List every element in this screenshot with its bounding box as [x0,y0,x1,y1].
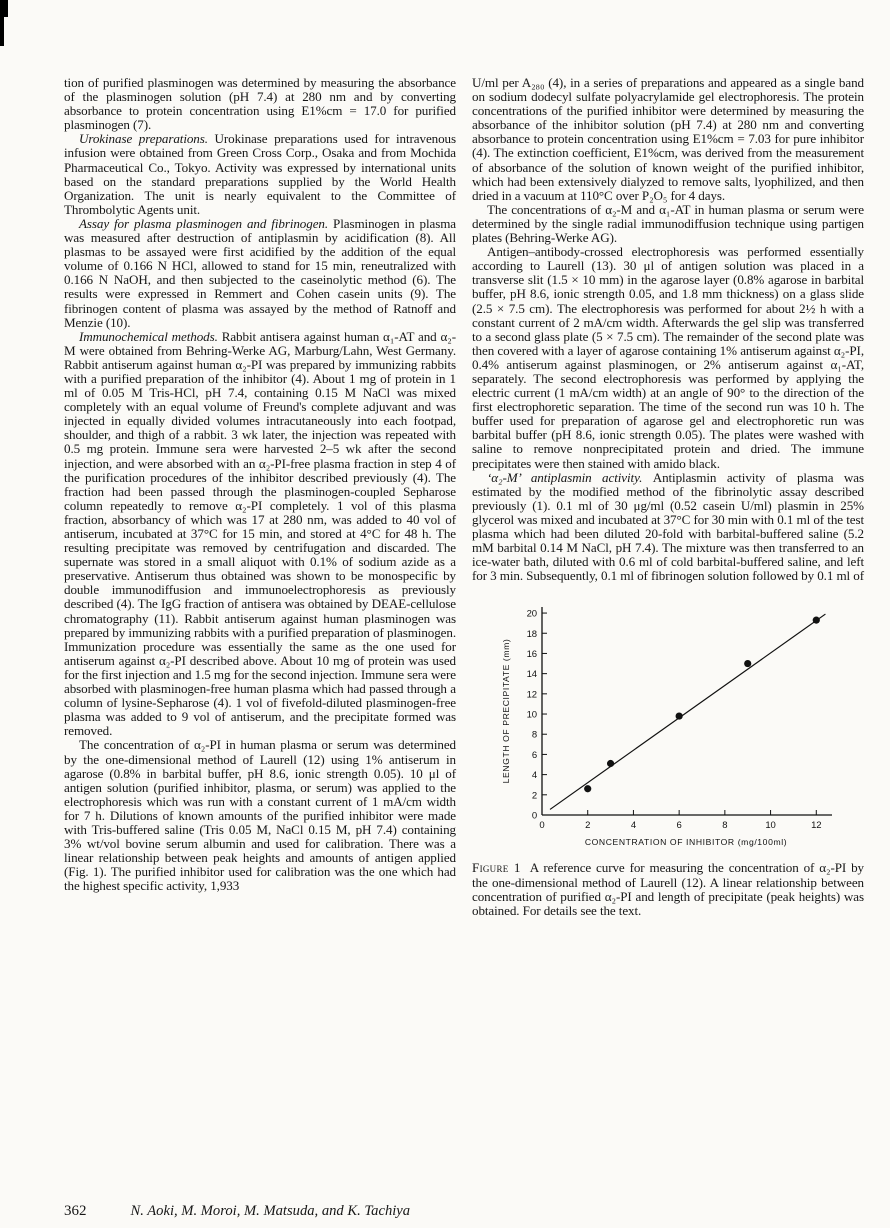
svg-text:4: 4 [630,820,637,832]
svg-text:0: 0 [539,820,545,832]
paragraph [64,132,456,217]
paragraph-text: Antiplasmin activity of plasma was estimated by the modified method of the fibrinolytic assay described previously (1). 0.1 ml of 30 μg/ml (0.52 casein U/ml) plasmin in 25% glycerol was mixed and incubated at 37°C for 30 min with 0.1 ml of the test plasma which had been diluted 20-fold with barbital-buffered saline (5.2 mM barbital 0.14 M NaCl, pH 7.4). The mixture was then transferred to an ice-water bath, diluted with 0.6 ml of cold barbital-buffered saline, and left for 3 min. Subsequently, 0.1 ml of fibrinogen solution followed by 0.1 ml of [472,469,864,584]
paragraph-text: The concentration of α₂-PI in human plasma or serum was determined by the one-dimensional method of Laurell (12) using 1% antiserum in agarose (0.8% in barbital buffer, pH 8.6, ionic strength 0.05). 10 μl of antigen solution (purified inhibitor, plasma, or serum) was applied to the electrophoresis which was run with a constant current of 1 mA/cm width for 7 h. Dilutions of known amounts of the purified inhibitor were made with Tris-buffered saline (Tris 0.05 M, NaCl 0.15 M, pH 7.4) containing 3% wt/vol bovine serum albumin and used for calibration. There was a linear relationship between peak heights and amounts of antigen applied (Fig. 1). The purified inhibitor used for calibration was the one which had the highest specific activity, 1,933 [64,737,456,894]
svg-text:16: 16 [526,649,537,661]
paragraph-text: tion of purified plasminogen was determined by measuring the absorbance of the plasminogen solution (pH 7.4) at 280 nm and by converting absorbance to protein concentration using E1%cm = 17.0 for purified plasminogen (7). [64,75,456,133]
svg-text:18: 18 [526,629,537,641]
svg-text:4: 4 [531,770,537,782]
paragraph-lead: Assay for plasma plasminogen and fibrinogen. [79,215,334,231]
svg-text:10: 10 [526,709,537,721]
page-footer [64,1203,864,1220]
figure-1-caption [472,861,864,918]
paragraph [472,245,864,471]
paragraph-text: Urokinase preparations used for intravenous infusion were obtained from Green Cross Corp., Osaka and from Mochida Pharmaceutical Co., Tokyo. Activity was expressed by international units based on the standard preparations supplied by the World Health Organization. The unit is nearly equivalent to the Committee of Thrombolytic Agents unit. [64,131,456,217]
paragraph [472,76,864,203]
paragraph-text: U/ml per A₂₈₀ (4), in a series of preparations and appeared as a single band on sodium dodecyl sulfate polyacrylamide gel electrophoresis. The protein concentrations of the purified inhibitor were determined by measuring the absorbance of the inhibitor solution (pH 7.4) at 280 nm and converting absorbance to protein concentration using E1%cm = 7.03 for pure inhibitor (4). The extinction coefficient, E1%cm, was derived from the measurement of absorbance of the solution of known weight of the purified inhibitor, which had been extensively dialyzed to remove salts, lyophilized, and then dried in a vacuum at 110°C over P₂O₅ for 4 days. [472,75,864,203]
paragraph-lead: Urokinase preparations. [79,131,215,147]
svg-text:2: 2 [585,820,591,832]
svg-text:8: 8 [531,730,537,742]
page-number: 362 [64,1203,87,1219]
paragraph-text: Antigen–antibody-crossed electrophoresis was performed essentially according to Laurell (13). 30 μl of antigen solution was placed in a transverse slit (1.5 × 10 mm) in the agarose layer (0.8% agarose in barbital buffer, pH 8.6, ionic strength 0.05, and 1.8 mm thickness) on a glass slide (2.5 × 7.5 cm). The electrophoresis was performed for about 2½ h with a constant current of 2 mA/cm width. Afterwards the gel slip was transferred to a second glass plate (5 × 7.5 cm). The remainder of the second plate was then covered with a layer of agarose containing 1% antiserum against α₂-PI, 0.4% antiserum against plasminogen, or 2% antiserum against α₁-AT, separately. The second electrophoresis was performed by applying the electric current (1 mA/cm width) at an angle of 90° to the direction of the first electrophoretic separation. The time of the second run was 10 h. The buffer used for preparation of agarose gel and electrophoretic run was barbital buffer (pH 8.6, ionic strength 0.05). The plates were washed with saline to remove nonprecipitated protein and dried. The immune precipitates were then stained with amido black. [472,244,864,471]
page-content [64,76,864,919]
svg-text:2: 2 [531,790,537,802]
svg-text:8: 8 [722,820,728,832]
paragraph [64,217,456,330]
scan-mark-right-4 [0,0,5,9]
paragraph [64,738,456,893]
paragraph-lead: ‘α₂-M’ antiplasmin activity. [487,469,653,485]
svg-text:0: 0 [531,810,537,822]
figure-caption-label: Figure 1 [472,860,521,876]
footer-authors: N. Aoki, M. Moroi, M. Matsuda, and K. Tachiya [130,1203,411,1219]
paragraph [64,330,456,739]
figure-caption-text: A reference curve for measuring the concentration of α₂-PI by the one-dimensional method of Laurell (12). A linear relationship between concentration of purified α₂-PI and length of precipitate (peak heights) was obtained. For details see the text. [472,860,864,919]
paragraph-text: The concentrations of α₂-M and α₁-AT in human plasma or serum were determined by the single radial immunodiffusion technique using partigen plates (Behring-Werke AG). [472,201,864,246]
paragraph [472,203,864,245]
paragraph [64,76,456,132]
right-column [472,76,864,919]
svg-text:12: 12 [811,820,822,832]
paragraph-text: Rabbit antisera against human α₁-AT and α₂-M were obtained from Behring-Werke AG, Marburg/Lahn, West Germany. Rabbit antiserum against human α₂-PI was prepared by immunizing rabbits with a purified preparation of the inhibitor (4). About 1 mg of protein in 1 ml of 0.05 M Tris-HCl, pH 7.4, containing 0.15 M NaCl was mixed completely with an equal volume of Freund's complete adjuvant and was injected in equally divided volumes intracutaneously into each footpad, shoulder, and thigh of a rabbit. 3 wk later, the injection was repeated with 0.5 mg protein. Immune sera were harvested 2–5 wk after the second injection, and were absorbed with an α₂-PI-free plasma fraction in step 4 of the purification procedures of the inhibitor described previously (4). The fraction had been passed through the plasminogen-coupled Sepharose column repeatedly to remove α₂-PI completely. 1 vol of this plasma fraction, absorbancy of which was 17 at 280 nm, was added to 40 vol of antiserum, incubated at 37°C for 15 min, and stored at 4°C for 48 h. The resulting precipitate was removed by centrifugation and discarded. The supernate was stored in a small aliquot with 0.1% of sodium azide as a preservative. Antiserum thus obtained was shown to be monospecific by double immunodiffusion and immunoelectrophoresis as previously described (4). The IgG fraction of antisera was obtained by DEAE-cellulose chromatography (11). Rabbit antiserum against human plasminogen was prepared by immunizing rabbits with a purified preparation of plasminogen. Immunization procedure was essentially the same as the one used for antiserum against α₂-PI described above. About 10 mg of protein was used for the first injection and 1.5 mg for the second injection. Immune sera were absorbed with plasminogen-free human plasma which had passed through a column of lysine-Sepharose (4). 1 vol of fivefold-diluted plasminogen-free plasma was added to 9 vol of antiserum, and the precipitate formed was removed. [64,328,456,739]
svg-text:6: 6 [531,750,537,762]
paragraph-lead: Immunochemical methods. [79,328,222,344]
svg-text:10: 10 [765,820,776,832]
paragraph-text: Plasminogen in plasma was measured after destruction of antiplasmin by acidification (8). All plasmas to be assayed were first acidified by the addition of the equal volume of 0.166 N HCl, allowed to stand for 15 min, reneutralized with 0.166 N NaOH, and then subjected to the caseinolytic method (6). The results were expressed in Remmert and Cohen casein units (9). The fibrinogen content of plasma was assayed by the method of Ratnoff and Menzie (10). [64,215,456,330]
svg-text:6: 6 [676,820,682,832]
svg-text:LENGTH OF PRECIPITATE (mm): LENGTH OF PRECIPITATE (mm) [501,639,511,784]
svg-text:CONCENTRATION OF INHIBITOR (mg: CONCENTRATION OF INHIBITOR (mg/100ml) [584,837,788,848]
figure-1-chart [498,595,842,851]
figure-1 [498,595,864,851]
svg-text:20: 20 [526,608,537,620]
svg-text:14: 14 [526,669,537,681]
paragraph [472,471,864,584]
left-column [64,76,456,919]
svg-text:12: 12 [526,689,537,701]
